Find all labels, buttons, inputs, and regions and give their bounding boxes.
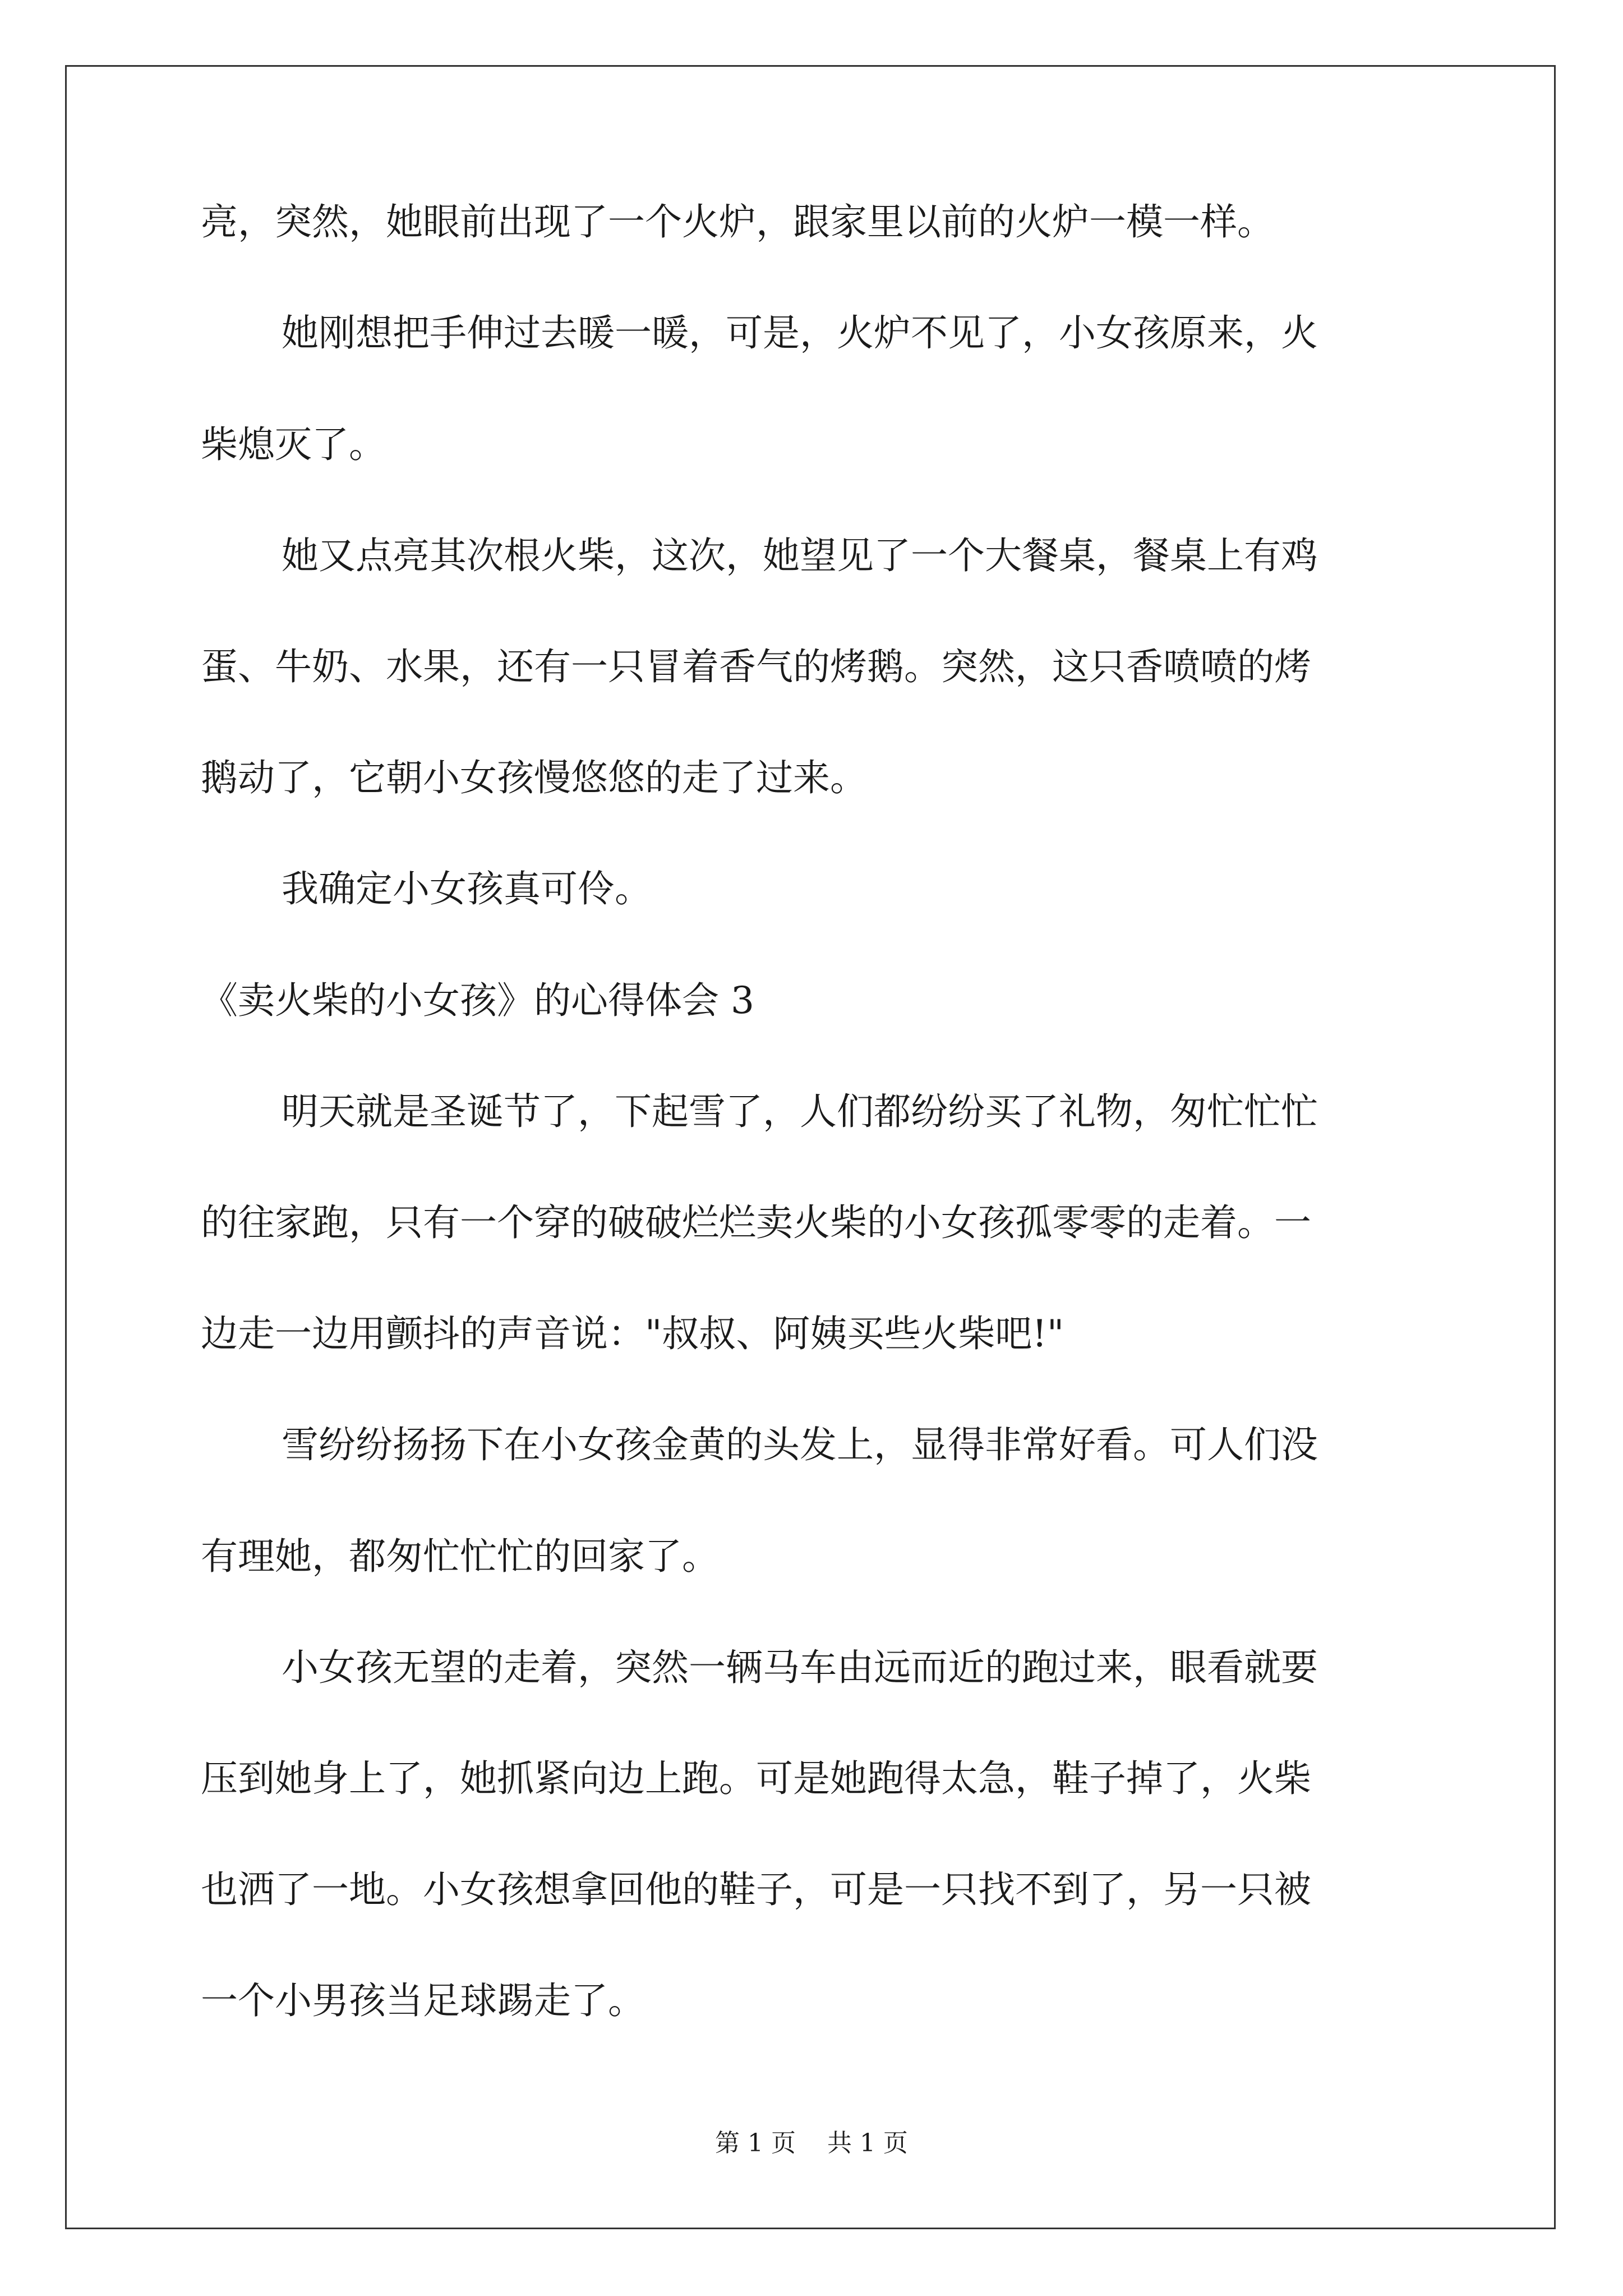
text-line: 一个小男孩当足球踢走了。 xyxy=(201,1979,645,2022)
text-line: 明天就是圣诞节了，下起雪了，人们都纷纷买了礼物，匆忙忙忙 xyxy=(282,1090,1318,1133)
text-line: 雪纷纷扬扬下在小女孩金黄的头发上，显得非常好看。可人们没 xyxy=(282,1423,1318,1466)
section-heading: 《卖火柴的小女孩》的心得体会 3 xyxy=(201,979,754,1022)
text-line: 边走一边用颤抖的声音说："叔叔、阿姨买些火柴吧!" xyxy=(201,1312,1064,1355)
text-line: 的往家跑，只有一个穿的破破烂烂卖火柴的小女孩孤零零的走着。一 xyxy=(201,1201,1311,1244)
page-number: 第 1 页 xyxy=(715,2129,796,2157)
text-line: 鹅动了，它朝小女孩慢悠悠的走了过来。 xyxy=(201,756,867,799)
text-line: 蛋、牛奶、水果，还有一只冒着香气的烤鹅。突然，这只香喷喷的烤 xyxy=(201,645,1311,688)
page-footer xyxy=(0,2128,1623,2159)
text-line: 亮，突然，她眼前出现了一个火炉，跟家里以前的火炉一模一样。 xyxy=(201,200,1274,243)
text-line: 压到她身上了，她抓紧向边上跑。可是她跑得太急，鞋子掉了，火柴 xyxy=(201,1757,1311,1800)
text-line: 有理她，都匆忙忙忙的回家了。 xyxy=(201,1535,719,1578)
text-line: 也洒了一地。小女孩想拿回他的鞋子，可是一只找不到了，另一只被 xyxy=(201,1868,1311,1911)
page-total: 共 1 页 xyxy=(827,2129,908,2157)
text-line: 柴熄灭了。 xyxy=(201,423,386,466)
text-line: 我确定小女孩真可伶。 xyxy=(282,867,652,910)
text-line: 她刚想把手伸过去暖一暖，可是，火炉不见了，小女孩原来，火 xyxy=(282,311,1318,355)
text-line: 她又点亮其次根火柴，这次，她望见了一个大餐桌，餐桌上有鸡 xyxy=(282,534,1318,577)
text-line: 小女孩无望的走着，突然一辆马车由远而近的跑过来，眼看就要 xyxy=(282,1646,1318,1689)
